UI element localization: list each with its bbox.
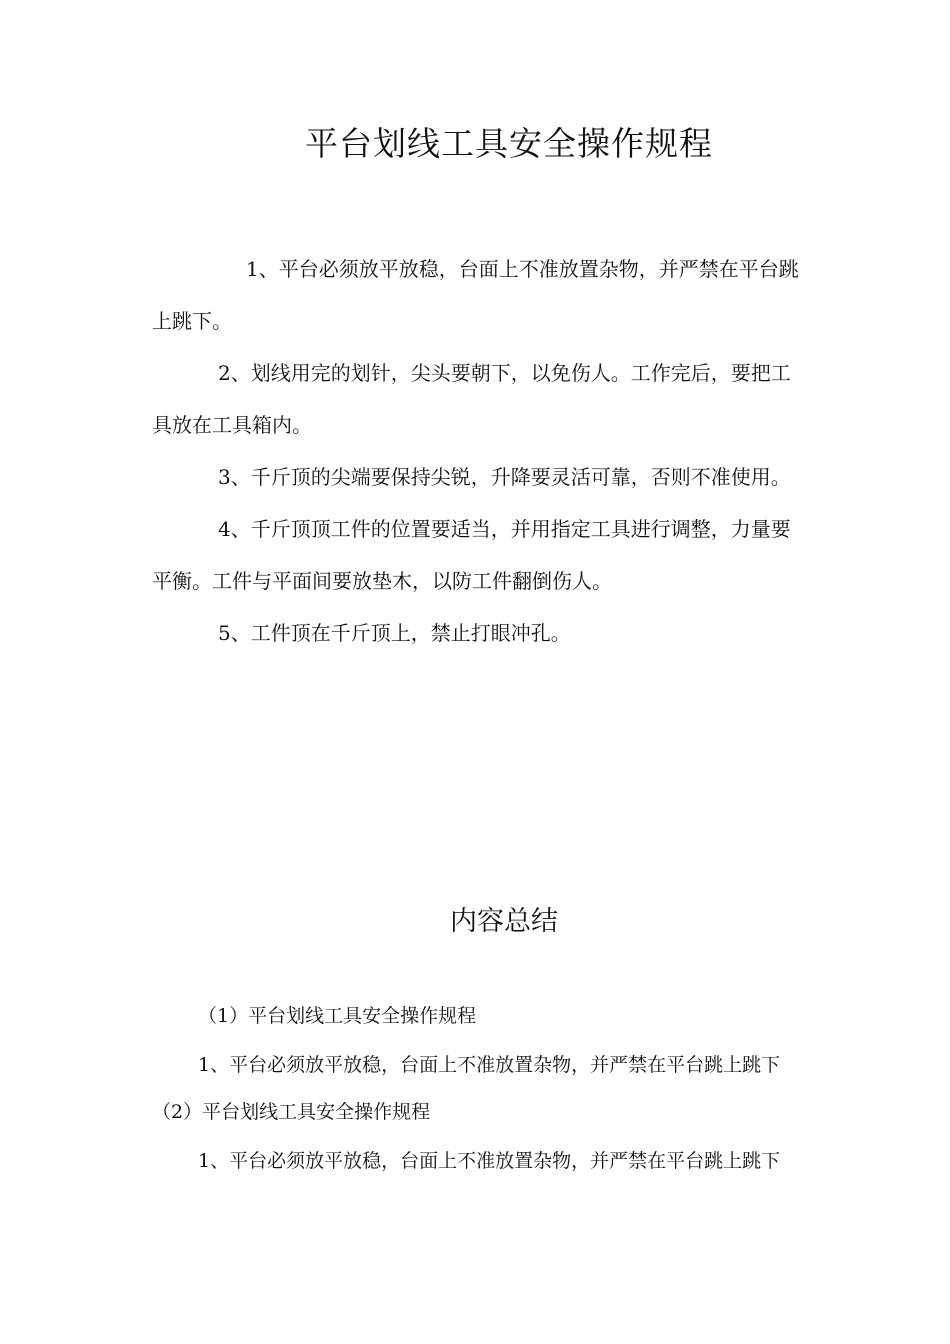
- rule-paragraph-2: 2、划线用完的划针，尖头要朝下，以免伤人。工作完后，要把工具放在工具箱内。: [152, 361, 791, 437]
- summary-item-1-body: 1、平台必须放平放稳，台面上不准放置杂物，并严禁在平台跳上跳下: [198, 1054, 781, 1076]
- summary-item-2-body: 1、平台必须放平放稳，台面上不准放置杂物，并严禁在平台跳上跳下: [198, 1150, 781, 1172]
- document-body: [152, 243, 802, 659]
- rule-paragraph-1: 1、平台必须放平放稳，台面上不准放置杂物，并严禁在平台跳上跳下。: [152, 257, 799, 333]
- rule-paragraph-4: 4、千斤顶顶工件的位置要适当，并用指定工具进行调整，力量要平衡。工件与平面间要放垫木，以防工件翻倒伤人。: [152, 517, 791, 593]
- document-title: 平台划线工具安全操作规程: [305, 124, 713, 163]
- summary-item-2-heading: （2）平台划线工具安全操作规程: [152, 1101, 431, 1123]
- summary-item-1-heading: （1）平台划线工具安全操作规程: [198, 1005, 477, 1027]
- rule-paragraph-5: 5、工件顶在千斤顶上，禁止打眼冲孔。: [218, 621, 571, 645]
- summary-title: 内容总结: [450, 906, 558, 937]
- rule-paragraph-3: 3、千斤顶的尖端要保持尖锐，升降要灵活可靠，否则不准使用。: [218, 465, 791, 489]
